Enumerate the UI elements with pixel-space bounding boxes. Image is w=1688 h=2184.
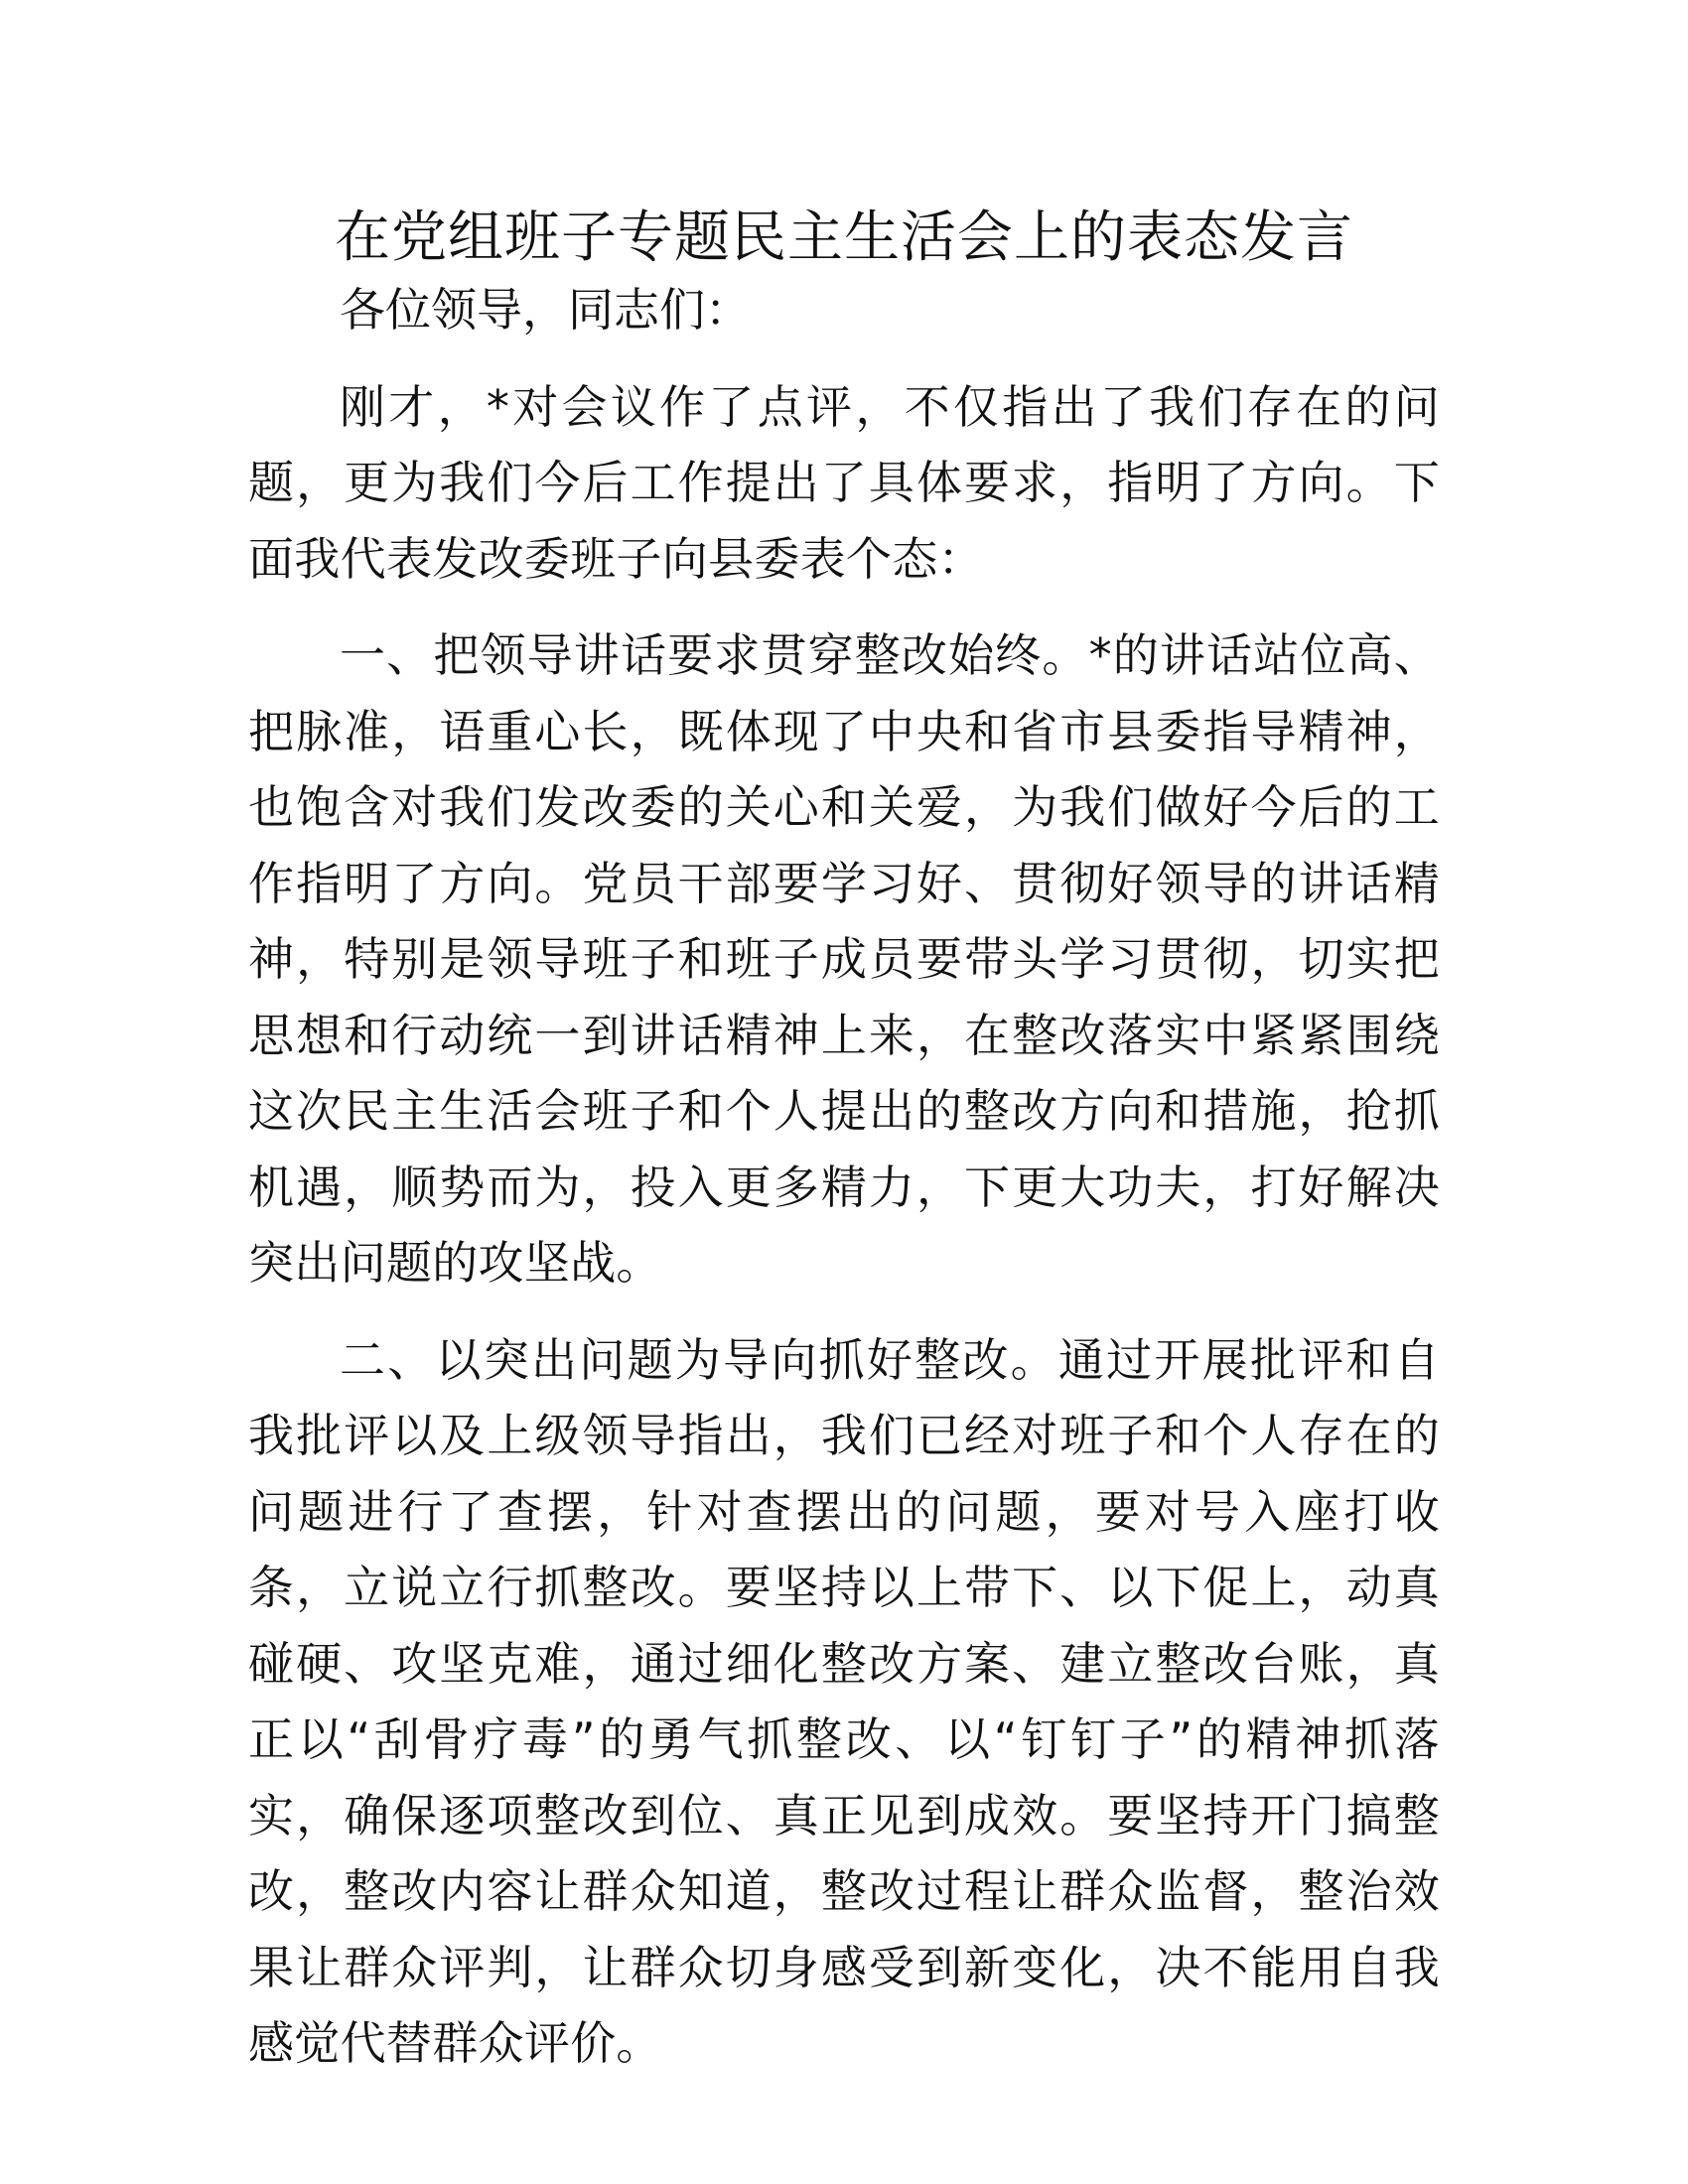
greeting: 各位领导，同志们： [340,283,751,337]
paragraph-intro: 刚才，*对会议作了点评，不仅指出了我们存在的问题，更为我们今后工作提出了具体要求，指明了方向。下面我代表发改委班子向县委表个态： [248,379,1440,586]
paragraph-point-two: 二、以突出问题为导向抓好整改。通过开展批评和自我批评以及上级领导指出，我们已经对班子和个人存在的问题进行了查摆，针对查摆出的问题，要对号入座打收条，立说立行抓整改。要坚持以上带下、以下促上，动真碰硬、攻坚克难，通过细化整改方案、建立整改台账，真正以“刮骨疗毒”的勇气抓整改、以“钉钉子”的精神抓落实，确保逐项整改到位、真正见到成效。要坚持开门搞整改，整改内容让群众知道，整改过程让群众监督，整治效果让群众评判，让群众切身感受到新变化，决不能用自我感觉代替群众评价。 [248,1332,1440,2070]
paragraph-point-one: 一、把领导讲话要求贯穿整改始终。*的讲话站位高、把脉准，语重心长，既体现了中央和省市县委指导精神，也饱含对我们发改委的关心和关爱，为我们做好今后的工作指明了方向。党员干部要学习好、贯彻好领导的讲话精神，特别是领导班子和班子成员要带头学习贯彻，切实把思想和行动统一到讲话精神上来，在整改落实中紧紧围绕这次民主生活会班子和个人提出的整改方向和措施，抢抓机遇，顺势而为，投入更多精力，下更大功夫，打好解决突出问题的攻坚战。 [248,628,1440,1290]
document-body [248,272,1440,2103]
document-title: 在党组班子专题民主生活会上的表态发言 [335,205,1353,270]
